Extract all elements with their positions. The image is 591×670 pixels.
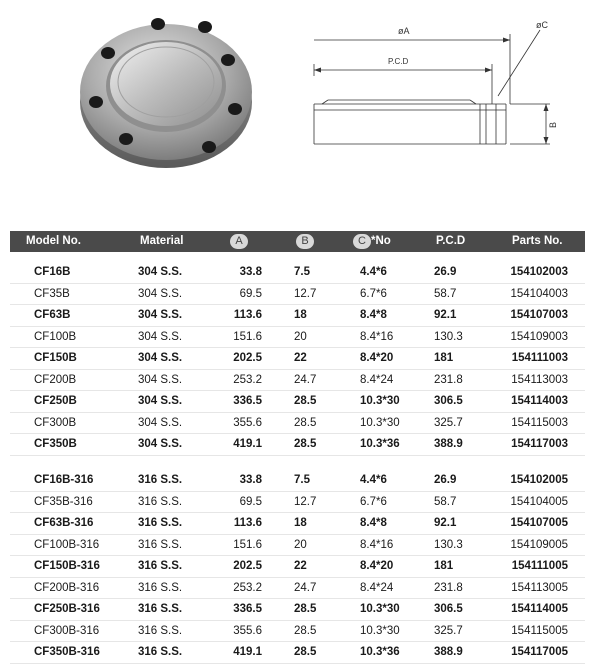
- cell-parts: 154104005: [510, 495, 568, 508]
- cell-material: 304 S.S.: [138, 438, 183, 450]
- cell-material: 316 S.S.: [138, 495, 183, 508]
- cell-parts: 154107005: [510, 517, 568, 529]
- cell-model: CF200B: [34, 373, 77, 386]
- cell-material: 316 S.S.: [138, 517, 183, 529]
- cell-b: 28.5: [294, 395, 317, 407]
- cell-a: 253.2: [233, 373, 262, 386]
- cell-parts: 154115003: [511, 416, 568, 429]
- table-row: [10, 556, 585, 578]
- table-row: [10, 513, 585, 535]
- table-row: [10, 391, 585, 413]
- cell-model: CF35B: [34, 287, 70, 300]
- cell-material: 316 S.S.: [138, 603, 183, 615]
- cell-c: 10.3*30: [360, 416, 400, 429]
- cell-b: 28.5: [294, 624, 317, 637]
- header-c: [353, 231, 391, 252]
- cell-material: 304 S.S.: [138, 395, 183, 407]
- cell-a: 113.6: [233, 517, 262, 529]
- cell-a: 33.8: [239, 266, 262, 278]
- cell-a: 419.1: [233, 646, 262, 658]
- cell-b: 24.7: [294, 581, 317, 594]
- cell-material: 316 S.S.: [138, 581, 183, 594]
- cell-model: CF16B-316: [34, 474, 94, 486]
- cell-pcd: 325.7: [434, 416, 463, 429]
- cell-parts: 154114003: [511, 395, 568, 407]
- cell-pcd: 306.5: [434, 395, 463, 407]
- cell-b: 20: [294, 538, 307, 551]
- cell-b: 28.5: [294, 416, 317, 429]
- cell-material: 304 S.S.: [138, 309, 183, 321]
- badge-c: C: [353, 234, 371, 249]
- table-row: [10, 262, 585, 284]
- cell-c: 10.3*36: [360, 438, 400, 450]
- table-row: [10, 413, 585, 435]
- cell-pcd: 388.9: [434, 646, 463, 658]
- cell-material: 316 S.S.: [138, 474, 183, 486]
- cell-a: 355.6: [233, 624, 262, 637]
- cell-material: 304 S.S.: [138, 416, 183, 429]
- cell-pcd: 58.7: [434, 287, 457, 300]
- table-header: [10, 231, 585, 252]
- cell-parts: 154117005: [511, 646, 568, 658]
- cell-parts: 154102003: [510, 266, 568, 278]
- cell-c: 8.4*8: [360, 309, 387, 321]
- cell-a: 202.5: [233, 352, 262, 364]
- cell-b: 18: [294, 517, 307, 529]
- cell-b: 28.5: [294, 646, 317, 658]
- cell-parts: 154102005: [510, 474, 568, 486]
- cell-pcd: 58.7: [434, 495, 457, 508]
- cell-c: 4.4*6: [360, 474, 387, 486]
- cell-pcd: 325.7: [434, 624, 463, 637]
- header-parts: Parts No.: [512, 235, 563, 247]
- cell-c: 8.4*20: [360, 352, 394, 364]
- header-b: [296, 231, 314, 252]
- cell-b: 22: [294, 560, 307, 572]
- cell-pcd: 231.8: [434, 581, 463, 594]
- cell-b: 12.7: [294, 287, 317, 300]
- cell-material: 316 S.S.: [138, 538, 183, 551]
- table-row: [10, 578, 585, 600]
- header-pcd: P.C.D: [436, 235, 466, 247]
- cell-c: 8.4*16: [360, 538, 394, 551]
- table-row: [10, 621, 585, 643]
- cell-material: 304 S.S.: [138, 352, 183, 364]
- cell-c: 10.3*36: [360, 646, 400, 658]
- cell-model: CF250B-316: [34, 603, 100, 615]
- table-row: [10, 642, 585, 664]
- table-group-316: [10, 470, 585, 664]
- cell-pcd: 130.3: [434, 330, 463, 343]
- cell-parts: 154111005: [511, 560, 568, 572]
- table-row: [10, 305, 585, 327]
- cell-a: 253.2: [233, 581, 262, 594]
- table-row: [10, 434, 585, 456]
- cell-a: 336.5: [233, 395, 262, 407]
- cell-parts: 154113003: [511, 373, 568, 386]
- table-group-304: [10, 262, 585, 456]
- cell-pcd: 231.8: [434, 373, 463, 386]
- table-row: [10, 327, 585, 349]
- header-c-suffix: *No: [371, 235, 391, 247]
- cell-model: CF35B-316: [34, 495, 93, 508]
- cell-material: 304 S.S.: [138, 287, 183, 300]
- cell-c: 8.4*16: [360, 330, 394, 343]
- flange-technical-drawing: [300, 14, 572, 164]
- cell-c: 8.4*24: [360, 581, 394, 594]
- cell-a: 69.5: [239, 495, 262, 508]
- cell-a: 202.5: [233, 560, 262, 572]
- cell-c: 10.3*30: [360, 603, 400, 615]
- cell-parts: 154117003: [511, 438, 568, 450]
- cell-pcd: 26.9: [434, 474, 457, 486]
- cell-pcd: 388.9: [434, 438, 463, 450]
- cell-model: CF63B: [34, 309, 71, 321]
- cell-c: 6.7*6: [360, 495, 387, 508]
- cell-c: 4.4*6: [360, 266, 387, 278]
- cell-model: CF100B-316: [34, 538, 100, 551]
- cell-parts: 154107003: [510, 309, 568, 321]
- cell-pcd: 92.1: [434, 309, 457, 321]
- cell-a: 151.6: [233, 330, 262, 343]
- flange-photo: [74, 6, 260, 176]
- cell-a: 336.5: [233, 603, 262, 615]
- cell-b: 28.5: [294, 603, 317, 615]
- cell-b: 28.5: [294, 438, 317, 450]
- cell-material: 316 S.S.: [138, 560, 183, 572]
- cell-c: 10.3*30: [360, 624, 400, 637]
- cell-b: 18: [294, 309, 307, 321]
- cell-model: CF350B: [34, 438, 77, 450]
- cell-material: 304 S.S.: [138, 330, 183, 343]
- cell-model: CF250B: [34, 395, 77, 407]
- cell-b: 20: [294, 330, 307, 343]
- cell-parts: 154109005: [510, 538, 568, 551]
- cell-model: CF300B: [34, 416, 77, 429]
- label-pcd: P.C.D: [388, 57, 409, 66]
- cell-pcd: 130.3: [434, 538, 463, 551]
- table-row: [10, 535, 585, 557]
- cell-c: 8.4*24: [360, 373, 394, 386]
- table-row: [10, 599, 585, 621]
- label-diameter-c: øC: [536, 20, 548, 30]
- header-a: [230, 231, 248, 252]
- cell-material: 304 S.S.: [138, 266, 183, 278]
- cell-parts: 154114005: [511, 603, 568, 615]
- badge-b: B: [296, 234, 314, 249]
- table-row: [10, 284, 585, 306]
- cell-c: 8.4*20: [360, 560, 394, 572]
- cell-c: 10.3*30: [360, 395, 400, 407]
- cell-a: 419.1: [233, 438, 262, 450]
- cell-model: CF150B-316: [34, 560, 100, 572]
- badge-a: A: [230, 234, 248, 249]
- cell-model: CF63B-316: [34, 517, 94, 529]
- table-row: [10, 470, 585, 492]
- cell-a: 113.6: [233, 309, 262, 321]
- table-row: [10, 370, 585, 392]
- cell-b: 12.7: [294, 495, 317, 508]
- cell-a: 151.6: [233, 538, 262, 551]
- label-b: B: [548, 121, 558, 128]
- cell-c: 8.4*8: [360, 517, 387, 529]
- cell-model: CF150B: [34, 352, 77, 364]
- cell-c: 6.7*6: [360, 287, 387, 300]
- table-row: [10, 492, 585, 514]
- cell-model: CF16B: [34, 266, 71, 278]
- cell-pcd: 92.1: [434, 517, 457, 529]
- cell-b: 22: [294, 352, 307, 364]
- header-model: Model No.: [26, 235, 81, 247]
- label-diameter-a: øA: [398, 26, 410, 36]
- cell-model: CF350B-316: [34, 646, 100, 658]
- cell-pcd: 26.9: [434, 266, 457, 278]
- cell-model: CF200B-316: [34, 581, 100, 594]
- cell-pcd: 306.5: [434, 603, 463, 615]
- cell-model: CF300B-316: [34, 624, 100, 637]
- cell-b: 7.5: [294, 266, 310, 278]
- cell-model: CF100B: [34, 330, 77, 343]
- cell-parts: 154115005: [511, 624, 568, 637]
- cell-parts: 154109003: [510, 330, 568, 343]
- cell-b: 24.7: [294, 373, 317, 386]
- cell-parts: 154111003: [511, 352, 568, 364]
- cell-pcd: 181: [434, 352, 454, 364]
- cell-a: 355.6: [233, 416, 262, 429]
- cell-material: 316 S.S.: [138, 646, 183, 658]
- cell-parts: 154113005: [511, 581, 568, 594]
- table-row: [10, 348, 585, 370]
- cell-parts: 154104003: [510, 287, 568, 300]
- cell-material: 316 S.S.: [138, 624, 183, 637]
- cell-b: 7.5: [294, 474, 310, 486]
- cell-a: 69.5: [239, 287, 262, 300]
- cell-material: 304 S.S.: [138, 373, 183, 386]
- cell-pcd: 181: [434, 560, 454, 572]
- header-material: Material: [140, 235, 184, 247]
- cell-a: 33.8: [239, 474, 262, 486]
